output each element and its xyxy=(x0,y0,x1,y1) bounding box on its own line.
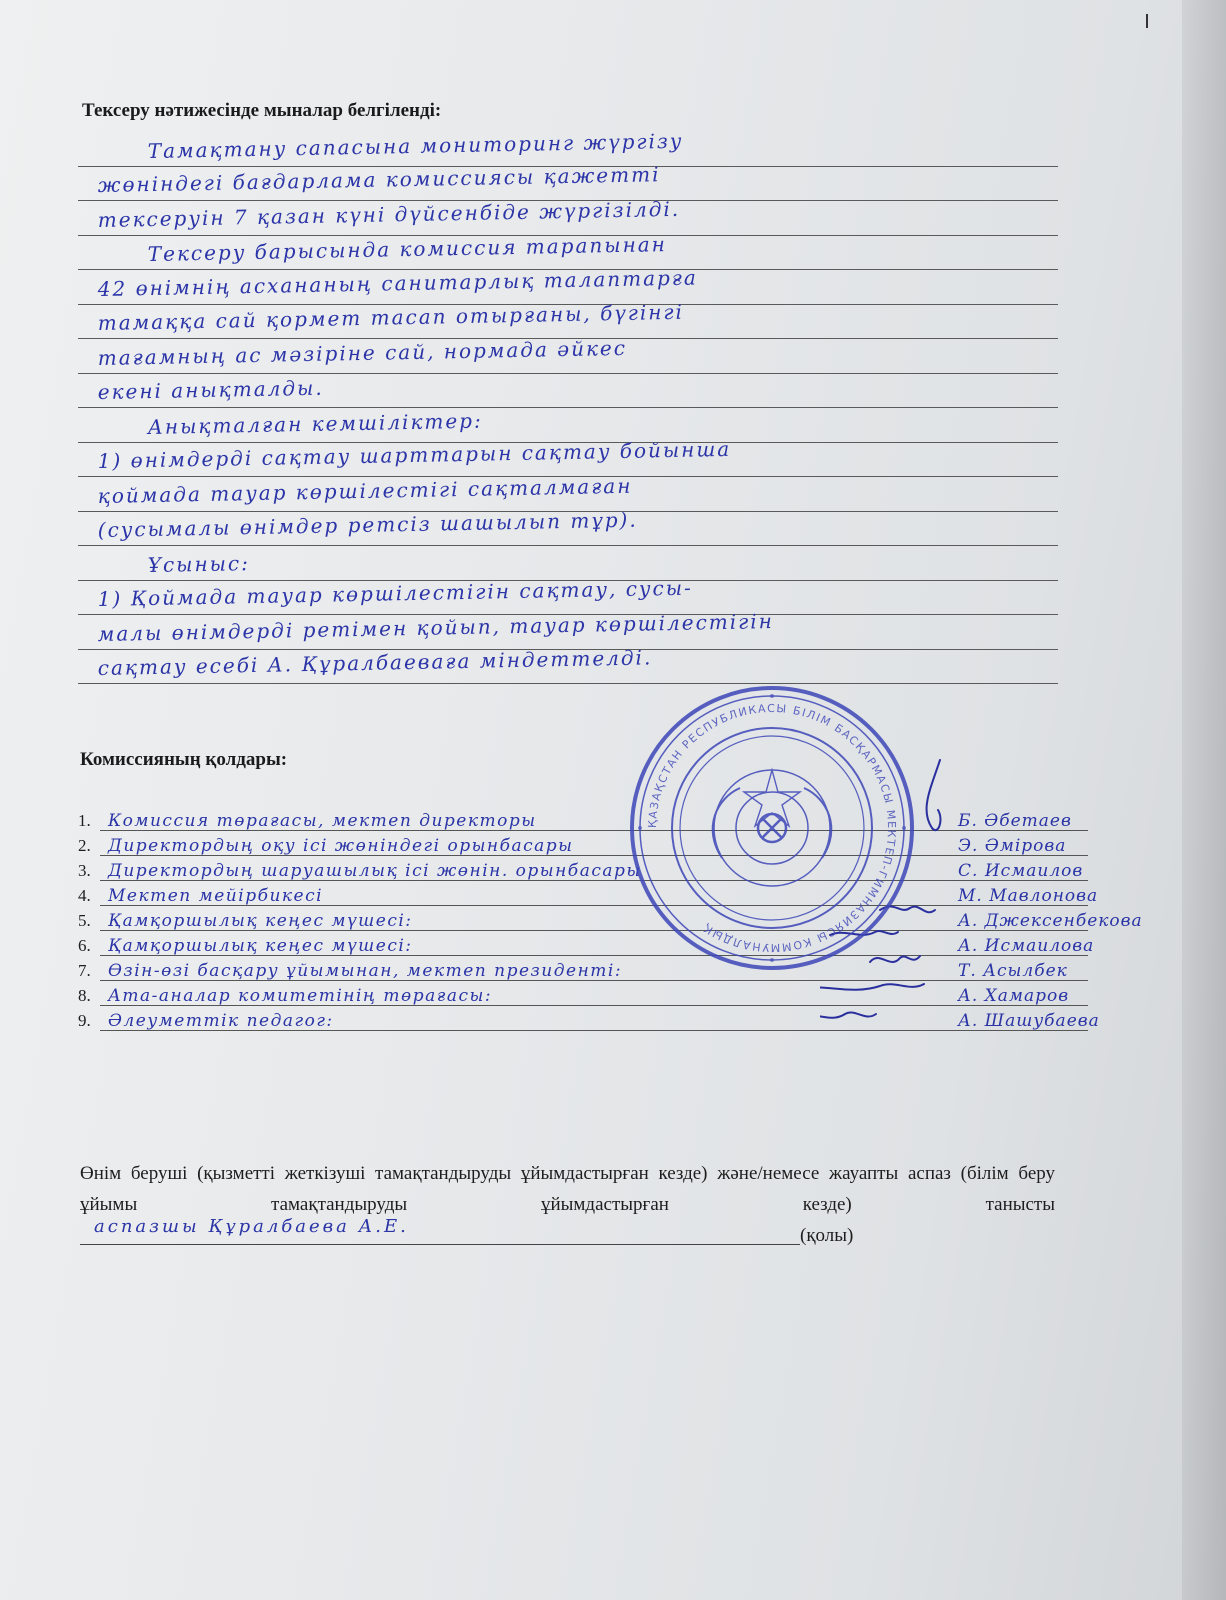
findings-line: жөніндегі бағдарлама комиссиясы қажетті xyxy=(78,167,1058,202)
findings-line: 1) Қоймада тауар көршілестігін сақтау, сусы- xyxy=(78,581,1058,616)
svg-text:ҚАЗАҚСТАН РЕСПУБЛИКАСЫ БІЛІМ Б: ҚАЗАҚСТАН РЕСПУБЛИКАСЫ БІЛІМ БАСҚАРМАСЫ МЕКТЕП-ГИМНАЗИЯСЫ КОММУНАЛДЫҚ xyxy=(645,701,899,955)
page-edge-shadow xyxy=(1182,0,1226,1600)
findings-line: екені анықталды. xyxy=(78,374,1058,409)
findings-line: Анықталған кемшіліктер: xyxy=(78,408,1058,443)
findings-line: тағамның ас мәзіріне сай, нормада әйкес xyxy=(78,339,1058,374)
signature-row: 2. Директордың оқу ісі жөніндегі орынбасары Э. Әмірова xyxy=(78,833,1148,858)
signatures-heading: Комиссияның қолдары: xyxy=(80,749,288,770)
signature-row: 5. Қамқоршылық кеңес мүшесі: А. Джексенбекова xyxy=(78,911,1143,931)
findings-line: 42 өнімнің асхананың санитарлық талаптарға xyxy=(78,270,1058,305)
acknowledgement-fill-line: аспазшы Құралбаева А.Е. xyxy=(80,1222,800,1245)
findings-heading: Тексеру нәтижесінде мыналар белгіленді: xyxy=(82,100,442,121)
findings-line: қоймада тауар көршілестігі сақталмаған xyxy=(78,477,1058,512)
acknowledgement-paragraph: Өнім беруші (қызметті жеткізуші тамақтандыруды ұйымдастырған кезде) және/немесе жауапты аспаз (білім беру ұйымы тамақтандыруды ұйымдастырған кезде) танысты аспазшы Құралбаева А.Е. (қолы) xyxy=(80,1163,1055,1246)
findings-line: Ұсыныс: xyxy=(78,546,1058,581)
corner-mark xyxy=(1146,14,1148,28)
signature-row: 1. Комиссия төрағасы, мектеп директоры Б. Әбетаев xyxy=(78,808,1148,833)
findings-line: Тамақтану сапасына мониторинг жүргізу xyxy=(78,132,1058,167)
findings-line: сақтау есебі А. Құралбаеваға міндеттелді. xyxy=(78,650,1058,685)
signature-row: 8. Ата-аналар комитетінің төрағасы: А. Хамаров xyxy=(78,983,1148,1008)
signature-row: 4. Мектеп мейірбикесі М. Мавлонова xyxy=(78,886,1099,906)
findings-line: малы өнімдерді ретімен қойып, тауар көршілестігін xyxy=(78,615,1058,650)
findings-line: 1) өнімдерді сақтау шарттарын сақтау бойынша xyxy=(78,443,1058,478)
signature-row: 3. Директордың шаруашылық ісі жөнін. орынбасары С. Исмаилов xyxy=(78,858,1148,883)
findings-line: тексеруін 7 қазан күні дүйсенбіде жүргізілді. xyxy=(78,201,1058,236)
official-seal xyxy=(622,678,922,978)
signature-row: 6. Қамқоршылық кеңес мүшесі: А. Исмаилова xyxy=(78,936,1095,956)
findings-line: тамаққа сай қормет тасап отырғаны, бүгінгі xyxy=(78,305,1058,340)
signature-row: 7. Өзін-өзі басқару ұйымынан, мектеп президенті: Т. Асылбек xyxy=(78,958,1148,983)
findings-line: Тексеру барысында комиссия тарапынан xyxy=(78,236,1058,271)
findings-handwritten-text xyxy=(78,128,1058,684)
findings-line: (сусымалы өнімдер ретсіз шашылып тұр). xyxy=(78,512,1058,547)
signature-row: 9. Әлеуметтік педагог: А. Шашубаева xyxy=(78,1011,1100,1031)
